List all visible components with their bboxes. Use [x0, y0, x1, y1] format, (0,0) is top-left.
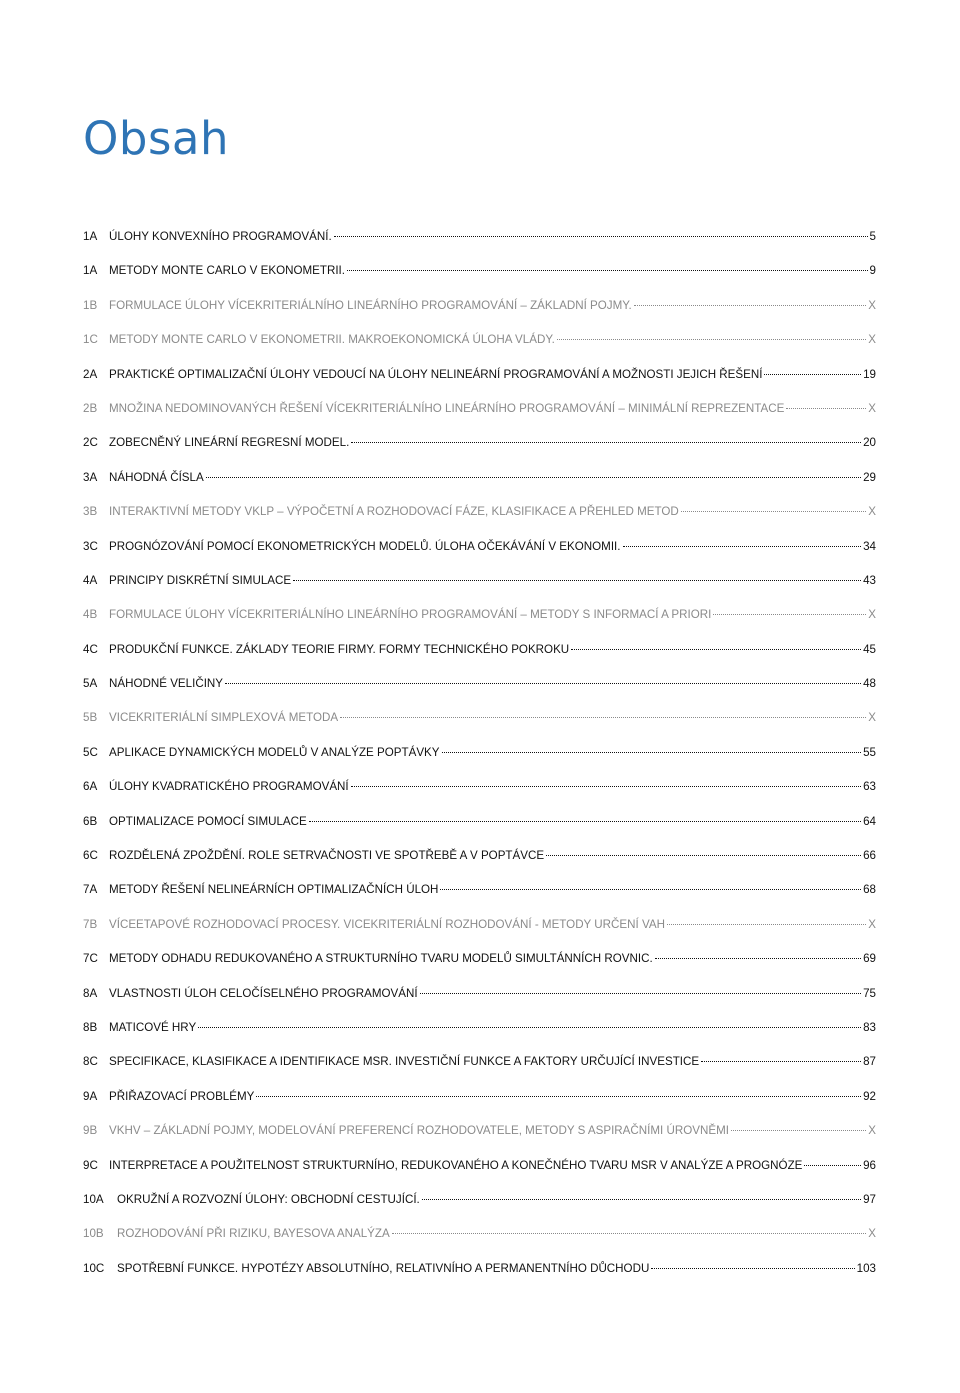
toc-dot-leader [347, 270, 868, 271]
toc-entry[interactable] [83, 1017, 876, 1051]
toc-entry-number: 1B [83, 298, 98, 312]
toc-dot-leader [623, 546, 862, 547]
toc-entry[interactable] [83, 845, 876, 879]
toc-entry-page-number: X [868, 333, 876, 347]
toc-entry[interactable] [83, 467, 876, 501]
toc-dot-leader [701, 1061, 861, 1062]
toc-entry[interactable] [83, 604, 876, 638]
toc-entry-number: 2A [83, 367, 98, 381]
toc-entry-number: 8A [83, 986, 98, 1000]
toc-entry-title: VÍCEETAPOVÉ ROZHODOVACÍ PROCESY. VICEKRITERIÁLNÍ ROZHODOVÁNÍ - METODY URČENÍ VAH [109, 917, 665, 931]
toc-entry-page-number: X [868, 1227, 876, 1241]
toc-entry[interactable] [83, 983, 876, 1017]
toc-entry-title: INTERPRETACE A POUŽITELNOST STRUKTURNÍHO, REDUKOVANÉHO A KONEČNÉHO TVARU MSR V ANALÝZE A PROGNÓZE [109, 1158, 803, 1172]
toc-entry-number: 3A [83, 470, 98, 484]
toc-entry-page-number: 83 [863, 1020, 876, 1034]
toc-entry-title: PRINCIPY DISKRÉTNÍ SIMULACE [109, 573, 292, 587]
toc-entry-title: ROZHODOVÁNÍ PŘI RIZIKU, BAYESOVA ANALÝZA [117, 1227, 390, 1241]
toc-entry[interactable] [83, 1086, 876, 1120]
toc-entry-page-number: 87 [863, 1055, 876, 1069]
toc-entry[interactable] [83, 879, 876, 913]
toc-entry-page-number: X [868, 917, 876, 931]
toc-dot-leader [351, 442, 861, 443]
toc-entry-page-number: X [868, 711, 876, 725]
toc-entry[interactable] [83, 639, 876, 673]
toc-entry-page-number: X [868, 1124, 876, 1138]
toc-entry-number: 4C [83, 642, 98, 656]
toc-entry-title: METODY ŘEŠENÍ NELINEÁRNÍCH OPTIMALIZAČNÍCH ÚLOH [109, 883, 439, 897]
toc-dot-leader [351, 786, 861, 787]
toc-entry-title: ÚLOHY KVADRATICKÉHO PROGRAMOVÁNÍ [109, 780, 349, 794]
toc-entry[interactable] [83, 1258, 876, 1292]
toc-entry-page-number: X [868, 401, 876, 415]
toc-entry-page-number: 55 [863, 745, 876, 759]
toc-dot-leader [557, 339, 866, 340]
toc-entry-number: 10B [83, 1227, 104, 1241]
toc-entry-page-number: 20 [863, 436, 876, 450]
toc-entry-number: 2C [83, 436, 98, 450]
toc-dot-leader [334, 236, 868, 237]
toc-entry-number: 9C [83, 1158, 98, 1172]
toc-entry-number: 1A [83, 264, 98, 278]
toc-dot-leader [309, 821, 861, 822]
toc-entry-title: NÁHODNÉ VELIČINY [109, 677, 224, 691]
toc-entry-number: 5B [83, 711, 98, 725]
toc-entry-number: 10A [83, 1192, 104, 1206]
toc-entry-number: 8B [83, 1020, 98, 1034]
toc-entry-number: 1C [83, 333, 98, 347]
toc-entry-title: VKHV – ZÁKLADNÍ POJMY, MODELOVÁNÍ PREFERENCÍ ROZHODOVATELE, METODY S ASPIRAČNÍMI ÚROVNĚMI [109, 1124, 729, 1138]
toc-entry[interactable] [83, 1189, 876, 1223]
toc-dot-leader [681, 511, 867, 512]
toc-dot-leader [440, 889, 861, 890]
toc-entry-title: MNOŽINA NEDOMINOVANÝCH ŘEŠENÍ VÍCEKRITERIÁLNÍHO LINEÁRNÍHO PROGRAMOVÁNÍ – MINIMÁLNÍ REPREZENTACE [109, 401, 785, 415]
toc-dot-leader [256, 1096, 861, 1097]
toc-entry-number: 3B [83, 505, 98, 519]
toc-dot-leader [293, 580, 861, 581]
toc-dot-leader [546, 855, 861, 856]
toc-entry[interactable] [83, 570, 876, 604]
toc-entry-page-number: 96 [863, 1158, 876, 1172]
toc-entry-number: 7B [83, 917, 98, 931]
toc-entry-number: 8C [83, 1055, 98, 1069]
toc-entry-number: 7C [83, 952, 98, 966]
toc-entry-page-number: X [868, 608, 876, 622]
toc-entry-number: 9A [83, 1089, 98, 1103]
toc-entry-page-number: 75 [863, 986, 876, 1000]
toc-entry-page-number: X [868, 505, 876, 519]
toc-dot-leader [713, 614, 866, 615]
toc-entry-page-number: 64 [863, 814, 876, 828]
toc-entry-number: 7A [83, 883, 98, 897]
toc-dot-leader [651, 1268, 854, 1269]
toc-entry[interactable] [83, 1155, 876, 1189]
toc-entry-number: 6A [83, 780, 98, 794]
table-of-contents [83, 226, 876, 1292]
toc-entry-page-number: 69 [863, 952, 876, 966]
toc-entry-title: FORMULACE ÚLOHY VÍCEKRITERIÁLNÍHO LINEÁRNÍHO PROGRAMOVÁNÍ – ZÁKLADNÍ POJMY. [109, 298, 632, 312]
toc-entry[interactable] [83, 673, 876, 707]
toc-entry-title: ROZDĚLENÁ ZPOŽDĚNÍ. ROLE SETRVAČNOSTI VE SPOTŘEBĚ A V POPTÁVCE [109, 849, 545, 863]
toc-dot-leader [198, 1027, 861, 1028]
toc-entry[interactable] [83, 914, 876, 948]
toc-dot-leader [206, 477, 861, 478]
toc-dot-leader [392, 1233, 867, 1234]
toc-entry-page-number: 19 [863, 367, 876, 381]
toc-dot-leader [422, 1199, 861, 1200]
toc-entry-page-number: 92 [863, 1089, 876, 1103]
toc-entry-title: FORMULACE ÚLOHY VÍCEKRITERIÁLNÍHO LINEÁRNÍHO PROGRAMOVÁNÍ – METODY S INFORMACÍ A PRIORI [109, 608, 712, 622]
toc-dot-leader [667, 924, 866, 925]
toc-dot-leader [731, 1130, 866, 1131]
toc-entry-title: ÚLOHY KONVEXNÍHO PROGRAMOVÁNÍ. [109, 230, 332, 243]
toc-entry-number: 2B [83, 401, 98, 415]
toc-entry[interactable] [83, 948, 876, 982]
toc-entry-number: 6C [83, 849, 98, 863]
toc-entry[interactable] [83, 776, 876, 810]
toc-dot-leader [804, 1165, 861, 1166]
toc-entry-title: METODY MONTE CARLO V EKONOMETRII. MAKROEKONOMICKÁ ÚLOHA VLÁDY. [109, 333, 555, 347]
toc-entry-title: PROGNÓZOVÁNÍ POMOCÍ EKONOMETRICKÝCH MODELŮ. ÚLOHA OČEKÁVÁNÍ V EKONOMII. [109, 539, 621, 553]
toc-entry-number: 9B [83, 1124, 98, 1138]
toc-entry-number: 4B [83, 608, 98, 622]
toc-entry[interactable] [83, 1120, 876, 1154]
toc-entry[interactable] [83, 329, 876, 363]
toc-entry-page-number: 43 [863, 573, 876, 587]
page-title: Obsah [83, 112, 230, 166]
toc-entry[interactable] [83, 260, 876, 294]
toc-entry-title: PŘIŘAZOVACÍ PROBLÉMY [109, 1089, 255, 1103]
toc-entry-number: 6B [83, 814, 98, 828]
toc-entry-title: NÁHODNÁ ČÍSLA [109, 470, 204, 484]
toc-dot-leader [225, 683, 861, 684]
toc-entry-title: VLASTNOSTI ÚLOH CELOČÍSELNÉHO PROGRAMOVÁNÍ [109, 986, 418, 1000]
toc-dot-leader [764, 374, 861, 375]
toc-entry[interactable] [83, 226, 876, 260]
toc-dot-leader [571, 649, 861, 650]
toc-entry-number: 4A [83, 573, 98, 587]
toc-entry-page-number: 9 [869, 264, 876, 278]
toc-entry-page-number: 5 [869, 230, 876, 243]
toc-entry-title: METODY ODHADU REDUKOVANÉHO A STRUKTURNÍHO TVARU MODELŮ SIMULTÁNNÍCH ROVNIC. [109, 952, 653, 966]
toc-entry[interactable] [83, 398, 876, 432]
toc-entry-page-number: X [868, 298, 876, 312]
toc-entry[interactable] [83, 536, 876, 570]
toc-entry-page-number: 45 [863, 642, 876, 656]
toc-dot-leader [634, 305, 867, 306]
toc-entry-title: OPTIMALIZACE POMOCÍ SIMULACE [109, 814, 307, 828]
toc-entry-title: METODY MONTE CARLO V EKONOMETRII. [109, 264, 345, 278]
toc-entry[interactable] [83, 811, 876, 845]
toc-entry[interactable] [83, 432, 876, 466]
toc-dot-leader [786, 408, 866, 409]
toc-entry-number: 3C [83, 539, 98, 553]
toc-entry-title: VICEKRITERIÁLNÍ SIMPLEXOVÁ METODA [109, 711, 339, 725]
toc-entry-title: PRODUKČNÍ FUNKCE. ZÁKLADY TEORIE FIRMY. FORMY TECHNICKÉHO POKROKU [109, 642, 570, 656]
toc-entry-page-number: 97 [863, 1192, 876, 1206]
toc-entry-page-number: 68 [863, 883, 876, 897]
toc-entry-title: PRAKTICKÉ OPTIMALIZAČNÍ ÚLOHY VEDOUCÍ NA ÚLOHY NELINEÁRNÍ PROGRAMOVÁNÍ A MOŽNOSTI JEJICH ŘEŠENÍ [109, 367, 763, 381]
toc-dot-leader [420, 993, 862, 994]
toc-entry-number: 10C [83, 1261, 105, 1275]
toc-entry-number: 5A [83, 677, 98, 691]
toc-dot-leader [442, 752, 862, 753]
toc-entry-title: SPECIFIKACE, KLASIFIKACE A IDENTIFIKACE MSR. INVESTIČNÍ FUNKCE A FAKTORY URČUJÍCÍ INVESTICE [109, 1055, 700, 1069]
toc-entry[interactable] [83, 1051, 876, 1085]
toc-entry[interactable] [83, 364, 876, 398]
toc-entry-title: INTERAKTIVNÍ METODY VKLP – VÝPOČETNÍ A ROZHODOVACÍ FÁZE, KLASIFIKACE A PŘEHLED METOD [109, 505, 679, 519]
toc-entry[interactable] [83, 501, 876, 535]
toc-entry-title: ZOBECNĚNÝ LINEÁRNÍ REGRESNÍ MODEL. [109, 436, 350, 450]
toc-entry-page-number: 103 [856, 1261, 876, 1275]
toc-entry[interactable] [83, 742, 876, 776]
toc-entry-title: APLIKACE DYNAMICKÝCH MODELŮ V ANALÝZE POPTÁVKY [109, 745, 440, 759]
toc-entry-page-number: 48 [863, 677, 876, 691]
toc-entry[interactable] [83, 707, 876, 741]
toc-entry-page-number: 29 [863, 470, 876, 484]
toc-dot-leader [340, 717, 866, 718]
toc-dot-leader [655, 958, 861, 959]
toc-entry-number: 1A [83, 230, 98, 243]
toc-entry[interactable] [83, 1223, 876, 1257]
toc-entry-page-number: 66 [863, 849, 876, 863]
toc-entry-title: MATICOVÉ HRY [109, 1020, 197, 1034]
toc-entry-page-number: 34 [863, 539, 876, 553]
toc-entry-title: OKRUŽNÍ A ROZVOZNÍ ÚLOHY: OBCHODNÍ CESTUJÍCÍ. [117, 1192, 420, 1206]
toc-entry-number: 5C [83, 745, 98, 759]
toc-entry[interactable] [83, 295, 876, 329]
toc-entry-title: SPOTŘEBNÍ FUNKCE. HYPOTÉZY ABSOLUTNÍHO, RELATIVNÍHO A PERMANENTNÍHO DŮCHODU [117, 1261, 650, 1275]
toc-entry-page-number: 63 [863, 780, 876, 794]
